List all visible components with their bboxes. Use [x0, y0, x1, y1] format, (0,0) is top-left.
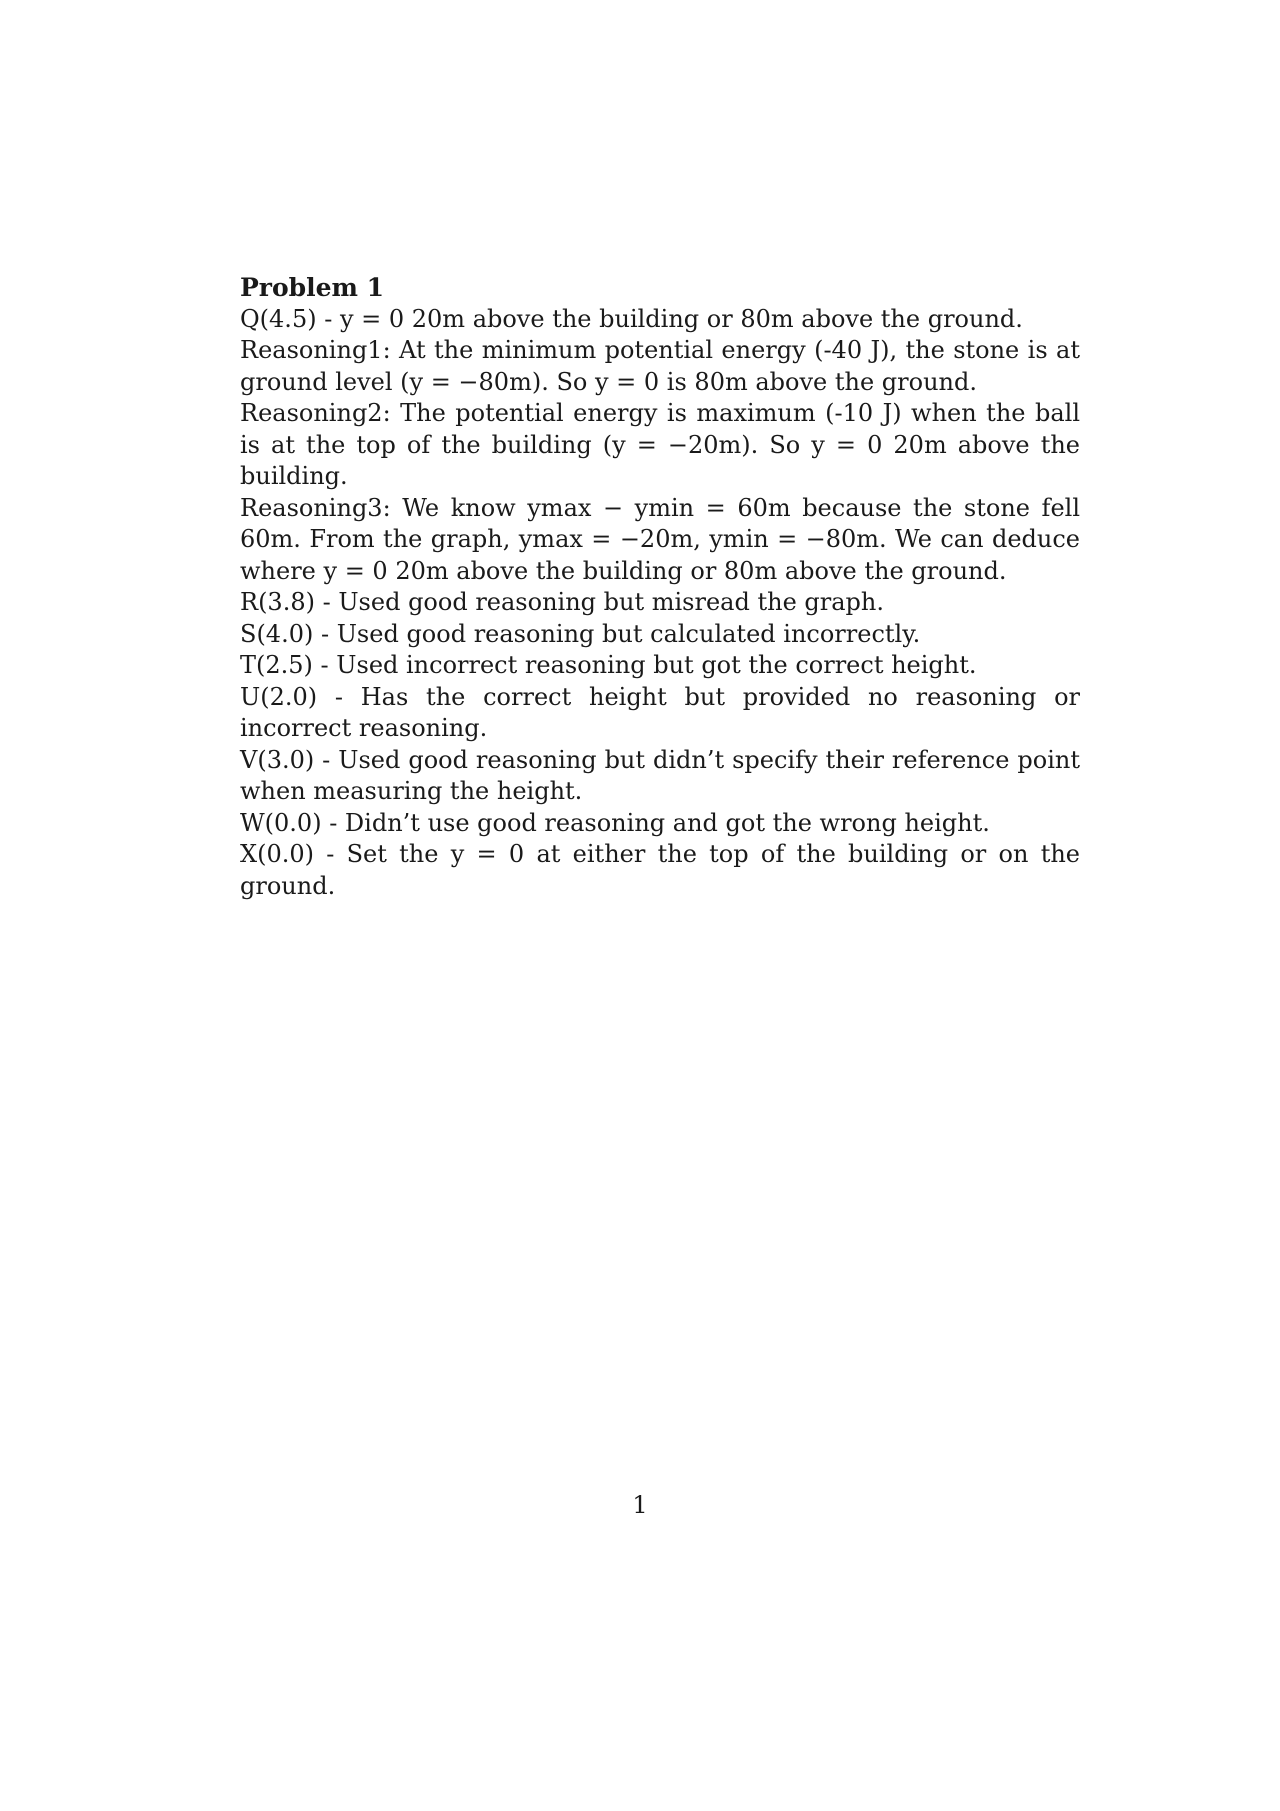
reasoning-3: Reasoning3: We know ymax − ymin = 60m because the stone fell 60m. From the graph, ymax = −20m, ymin = −80m. We can deduce where y = 0 20m above the building or 80m above the ground. — [240, 493, 1080, 585]
rubric-entry-v: V(3.0) - Used good reasoning but didn’t specify their reference point when measuring the height. — [240, 745, 1080, 805]
reasoning-2: Reasoning2: The potential energy is maximum (-10 J) when the ball is at the top of the building (y = −20m). So y = 0 20m above the building. — [240, 399, 1080, 490]
reasoning-1: Reasoning1: At the minimum potential energy (-40 J), the stone is at ground level (y = −80m). So y = 0 is 80m above the ground. — [240, 336, 1080, 396]
rubric-entry-w: W(0.0) - Didn’t use good reasoning and got the wrong height. — [240, 808, 990, 837]
problem-title: Problem 1 — [240, 273, 385, 302]
rubric-entry-q: Q(4.5) - y = 0 20m above the building or 80m above the ground. — [240, 304, 1023, 333]
rubric-entry-r: R(3.8) - Used good reasoning but misread the graph. — [240, 588, 885, 616]
document-body — [240, 272, 1080, 902]
rubric-entry-t: T(2.5) - Used incorrect reasoning but got the correct height. — [240, 651, 977, 679]
rubric-entry-u: U(2.0) - Has the correct height but provided no reasoning or incorrect reasoning. — [240, 682, 1080, 742]
rubric-entry-x: X(0.0) - Set the y = 0 at either the top of the building or on the ground. — [240, 840, 1080, 900]
rubric-entry-s: S(4.0) - Used good reasoning but calculated incorrectly. — [240, 619, 921, 648]
page-number: 1 — [632, 1491, 648, 1519]
